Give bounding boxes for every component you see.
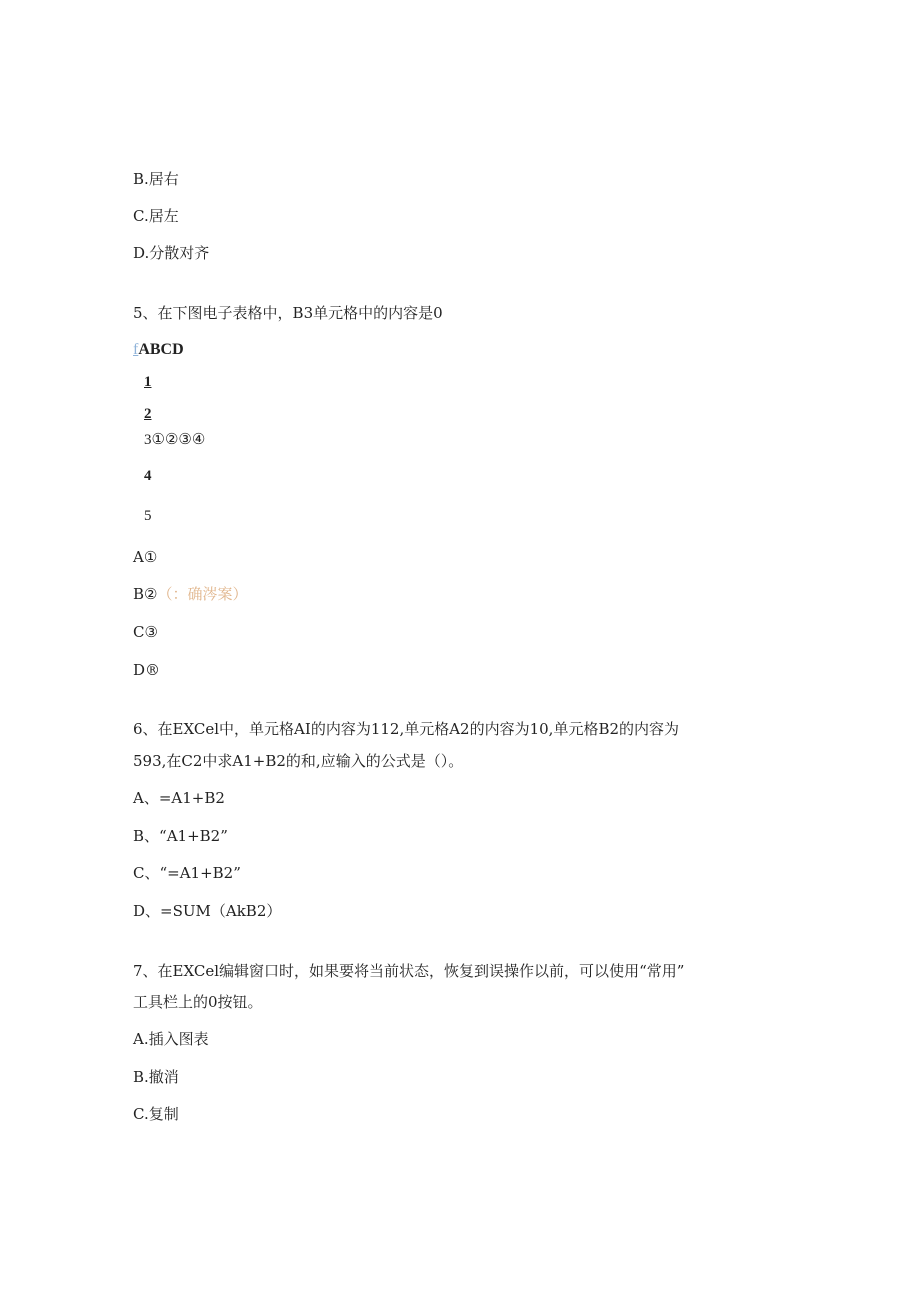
q5-question: 5、在下图电子表格中，B3单元格中的内容是0 — [133, 304, 443, 322]
q5-option-d: D® — [133, 661, 161, 679]
q5-table-row-5: 5 — [144, 508, 152, 524]
q5-table-row-4: 4 — [144, 468, 152, 484]
q5-table-row-3: 3①②③④ — [144, 432, 206, 448]
q5-option-b: B② — [133, 585, 158, 603]
q7-option-b: B.撤消 — [133, 1068, 179, 1086]
q7-question-line-2: 工具栏上的0按钮。 — [133, 993, 263, 1011]
q7-option-a: A.插入图表 — [133, 1030, 209, 1048]
q6-question-line-2: 593,在C2中求A1+B2的和,应输入的公式是（）。 — [133, 752, 464, 770]
q7-option-c: C.复制 — [133, 1105, 179, 1123]
q5-table-columns: ABCD — [138, 341, 184, 358]
q4-option-d: D.分散对齐 — [133, 244, 210, 262]
q5-table-header — [133, 340, 184, 360]
q6-option-c: C、“=A1+B2” — [133, 864, 241, 882]
q5-answer-note: （：确涔案） — [157, 585, 248, 603]
q6-option-b: B、“A1+B2” — [133, 827, 228, 845]
q7-question-line-1: 7、在EXCel编辑窗口时，如果要将当前状态，恢复到误操作以前，可以使用“常用” — [133, 962, 685, 980]
q5-option-c: C③ — [133, 623, 158, 641]
q6-option-d: D、=SUM（AkB2） — [133, 902, 282, 920]
q5-table-corner: f — [133, 341, 139, 358]
q6-option-a: A、=A1+B2 — [133, 789, 225, 807]
q5-table-row-1: 1 — [144, 374, 152, 390]
q6-question-line-1: 6、在EXCel中，单元格AI的内容为112,单元格A2的内容为10,单元格B2的内容为 — [133, 720, 680, 738]
q5-option-a: A① — [133, 548, 158, 566]
q5-table-row-2: 2 — [144, 406, 152, 422]
q4-option-c: C.居左 — [133, 207, 179, 225]
q4-option-b: B.居右 — [133, 170, 179, 188]
q5-option-b-line — [133, 584, 248, 604]
